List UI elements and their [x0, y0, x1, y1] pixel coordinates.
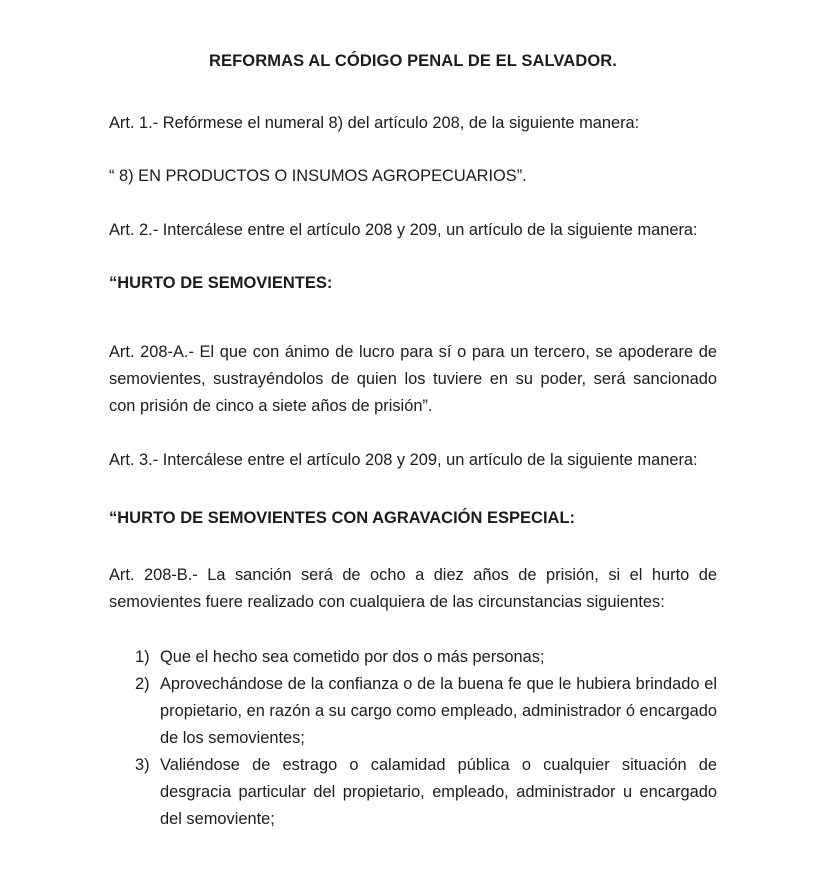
list-item-number: 2) — [135, 675, 150, 693]
article-2: Art. 2.- Intercálese entre el artículo 208 y 209, un artículo de la siguiente manera: — [109, 221, 698, 239]
article-208-b: Art. 208-B.- La sanción será de ocho a diez años de prisión, si el hurto de semovientes fuere realizado con cualquiera de las circunstancias siguientes: — [109, 566, 717, 611]
list-item — [109, 671, 717, 752]
document-title: REFORMAS AL CÓDIGO PENAL DE EL SALVADOR. — [209, 52, 617, 70]
list-item-number: 3) — [135, 756, 150, 774]
list-item-text: Valiéndose de estrago o calamidad pública o cualquier situación de desgracia particular del propietario, empleado, administrador u encargado del semoviente; — [160, 756, 717, 828]
circumstances-list — [109, 644, 717, 833]
article-1: Art. 1.- Refórmese el numeral 8) del artículo 208, de la siguiente manera: — [109, 114, 640, 132]
list-item — [109, 644, 717, 671]
article-208-a: Art. 208-A.- El que con ánimo de lucro para sí o para un tercero, se apoderare de semovientes, sustrayéndolos de quien los tuviere en su poder, será sancionado con prisión de cinco a siete años de prisión”. — [109, 343, 717, 415]
list-item-text: Aprovechándose de la confianza o de la buena fe que le hubiera brindado el propietario, en razón a su cargo como empleado, administrador ó encargado de los semovientes; — [160, 675, 717, 747]
article-3: Art. 3.- Intercálese entre el artículo 208 y 209, un artículo de la siguiente manera: — [109, 451, 698, 469]
heading-agravacion-especial: “HURTO DE SEMOVIENTES CON AGRAVACIÓN ESPECIAL: — [109, 509, 576, 527]
heading-hurto-semovientes: “HURTO DE SEMOVIENTES: — [109, 274, 333, 292]
list-item-number: 1) — [135, 648, 150, 666]
article-1-text: “ 8) EN PRODUCTOS O INSUMOS AGROPECUARIOS”. — [109, 167, 527, 185]
list-item — [109, 752, 717, 833]
list-item-text: Que el hecho sea cometido por dos o más personas; — [160, 648, 545, 666]
